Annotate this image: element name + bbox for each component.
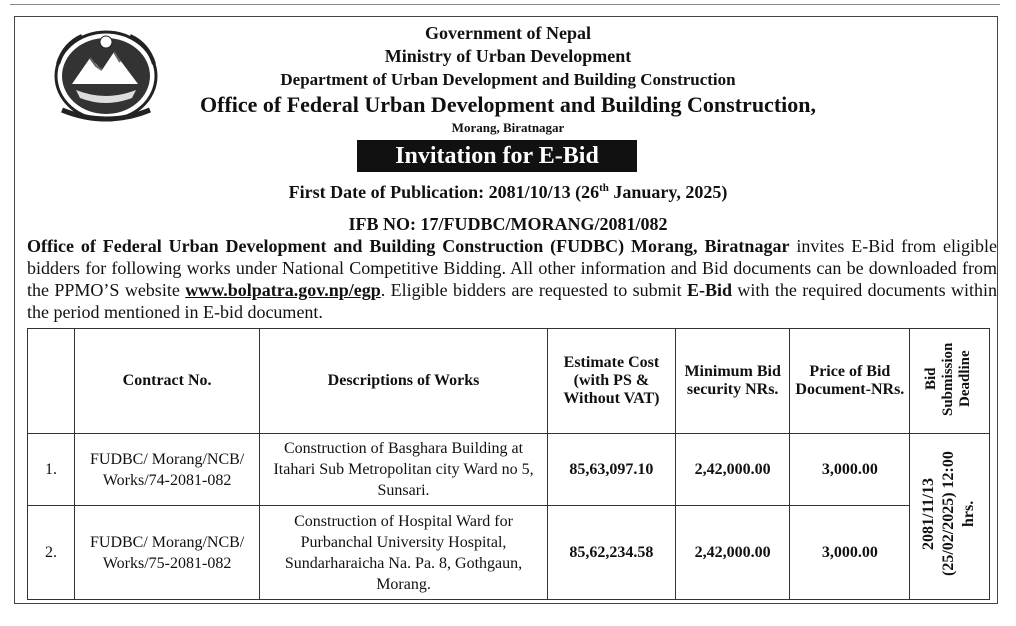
row-contract: FUDBC/ Morang/NCB/ Works/74-2081-082 [74, 434, 259, 506]
table-row [28, 434, 990, 506]
ifb-number: IFB NO: 17/FUDBC/MORANG/2081/082 [348, 214, 668, 234]
table-row [28, 506, 990, 600]
col-desc-header: Descriptions of Works [260, 329, 547, 434]
row-price: 3,000.00 [790, 506, 910, 600]
website-link[interactable]: www.bolpatra.gov.np/egp [185, 280, 381, 300]
table-header-row [28, 329, 990, 434]
col-contract-header: Contract No. [74, 329, 259, 434]
col-security-header: Minimum Bid security NRs. [676, 329, 790, 434]
invitation-paragraph: Office of Federal Urban Development and Building Construction (FUDBC) Morang, Biratnagar invites E-Bid from eligible bidders for following works under National Competitive Bidding. All other information and Bid documents can be downloaded from the PPMO’S website www.bolpatra.gov.np/egp. Eligible bidders are requested to submit E-Bid with the required documents within the period mentioned in E-bid document. [27, 236, 997, 322]
deadline-cell: 2081/11/13 (25/02/2025) 12:00 hrs. [910, 434, 990, 600]
header-government: Government of Nepal [425, 23, 591, 43]
row-security: 2,42,000.00 [676, 506, 790, 600]
header-ministry: Ministry of Urban Development [384, 46, 632, 66]
col-deadline-header: Bid Submission Deadline [910, 329, 990, 434]
col-price-header: Price of Bid Document-NRs. [790, 329, 910, 434]
row-price: 3,000.00 [790, 434, 910, 506]
top-rule [10, 4, 1000, 5]
row-sn: 1. [28, 434, 75, 506]
row-description: Construction of Hospital Ward for Purbanchal University Hospital, Sundarharaicha Na. Pa. 8, Gothgaun, Morang. [260, 506, 547, 600]
col-sn-header [28, 329, 75, 434]
notice-title: Invitation for E-Bid [357, 140, 637, 172]
row-security: 2,42,000.00 [676, 434, 790, 506]
row-estimate: 85,63,097.10 [547, 434, 675, 506]
header-department: Department of Urban Development and Building Construction [280, 70, 736, 89]
office-name: Office of Federal Urban Development and Building Construction (FUDBC) Morang, Biratnagar [27, 236, 790, 256]
header-location: Morang, Biratnagar [451, 120, 565, 135]
publication-date: First Date of Publication: 2081/10/13 (26th January, 2025) [288, 182, 728, 202]
col-estimate-header: Estimate Cost (with PS & Without VAT) [547, 329, 675, 434]
row-description: Construction of Basghara Building at Itahari Sub Metropolitan city Ward no 5, Sunsari. [260, 434, 547, 506]
row-estimate: 85,62,234.58 [547, 506, 675, 600]
row-sn: 2. [28, 506, 75, 600]
header-office: Office of Federal Urban Development and Building Construction, [200, 92, 816, 117]
works-table [27, 328, 990, 600]
row-contract: FUDBC/ Morang/NCB/ Works/75-2081-082 [74, 506, 259, 600]
